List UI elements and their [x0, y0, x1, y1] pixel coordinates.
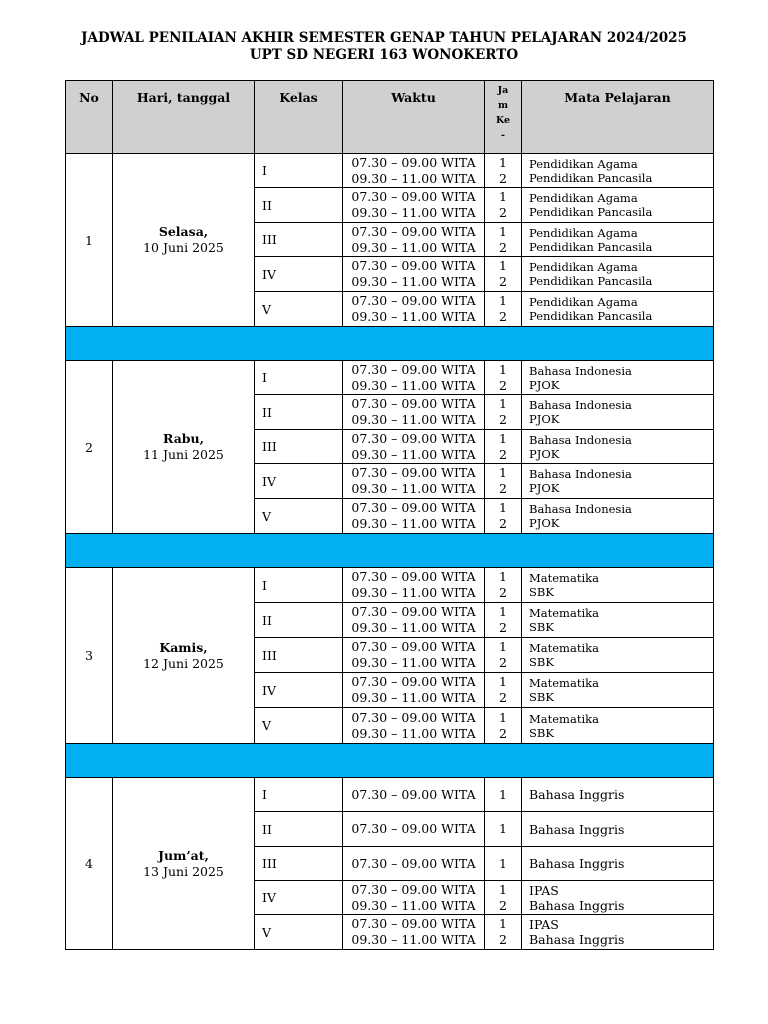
- mapel-line: Pendidikan Agama: [529, 260, 638, 274]
- day-name: Jum’at,: [158, 847, 209, 863]
- jam-line: 1: [499, 154, 507, 170]
- jam-line: 1: [499, 569, 507, 584]
- cell-kelas: IV: [255, 464, 343, 499]
- waktu-line: 09.30 – 11.00 WITA: [351, 481, 476, 496]
- cell-mata-pelajaran: [522, 223, 714, 257]
- waktu-line: 09.30 – 11.00 WITA: [351, 377, 476, 393]
- mapel-line: Bahasa Indonesia: [529, 398, 632, 412]
- cell-waktu: [343, 881, 485, 915]
- cell-mata-pelajaran: [522, 881, 714, 915]
- jam-line: 2: [499, 239, 507, 255]
- waktu-line: 07.30 – 09.00 WITA: [351, 258, 476, 273]
- cell-mata-pelajaran: [522, 188, 714, 223]
- header-mapel: Mata Pelajaran: [522, 81, 714, 154]
- cell-jam-ke: [485, 881, 522, 915]
- cell-jam-ke: [485, 464, 522, 499]
- waktu-line: 07.30 – 09.00 WITA: [351, 821, 476, 836]
- table-header-row: [66, 81, 714, 154]
- mapel-line: Matematika: [529, 676, 599, 690]
- waktu-line: 09.30 – 11.00 WITA: [351, 620, 476, 635]
- cell-waktu: [343, 847, 485, 881]
- mapel-line: PJOK: [529, 481, 560, 495]
- jam-line: 2: [499, 412, 507, 427]
- cell-waktu: [343, 464, 485, 499]
- day-separator-row: [66, 744, 714, 778]
- cell-kelas: IV: [255, 881, 343, 915]
- waktu-line: 07.30 – 09.00 WITA: [351, 674, 476, 689]
- cell-mata-pelajaran: [522, 673, 714, 708]
- jam-line: 1: [499, 258, 507, 273]
- mapel-line: PJOK: [529, 446, 560, 461]
- jam-line: 2: [499, 932, 507, 947]
- jam-line: 2: [499, 274, 507, 289]
- cell-mata-pelajaran: [522, 915, 714, 950]
- waktu-line: 07.30 – 09.00 WITA: [351, 396, 476, 411]
- cell-jam-ke: [485, 847, 522, 881]
- cell-waktu: [343, 812, 485, 847]
- cell-waktu: [343, 708, 485, 744]
- jam-line: 1: [499, 881, 507, 897]
- mapel-line: SBK: [529, 585, 554, 599]
- cell-kelas: III: [255, 430, 343, 464]
- waktu-line: 07.30 – 09.00 WITA: [351, 223, 476, 239]
- mapel-line: Bahasa Indonesia: [529, 432, 632, 447]
- jam-line: 1: [499, 223, 507, 239]
- cell-mata-pelajaran: [522, 257, 714, 292]
- schedule-table: [65, 80, 714, 950]
- cell-kelas: III: [255, 638, 343, 673]
- mapel-line: Pendidikan Pancasila: [529, 239, 653, 254]
- cell-kelas: II: [255, 395, 343, 430]
- waktu-line: 09.30 – 11.00 WITA: [351, 932, 476, 947]
- cell-jam-ke: [485, 812, 522, 847]
- waktu-line: 09.30 – 11.00 WITA: [351, 690, 476, 705]
- cell-mata-pelajaran: [522, 430, 714, 464]
- jam-line: 1: [499, 709, 507, 725]
- cell-mata-pelajaran: [522, 361, 714, 395]
- header-jam-part: -: [501, 130, 505, 141]
- mapel-line: SBK: [529, 655, 554, 669]
- mapel-line: Bahasa Inggris: [529, 856, 625, 871]
- waktu-line: 07.30 – 09.00 WITA: [351, 639, 476, 654]
- waktu-line: 09.30 – 11.00 WITA: [351, 170, 476, 186]
- cell-mata-pelajaran: [522, 395, 714, 430]
- jam-line: 1: [499, 674, 507, 689]
- cell-jam-ke: [485, 223, 522, 257]
- jam-line: 2: [499, 585, 507, 600]
- mapel-line: IPAS: [529, 882, 559, 898]
- waktu-line: 07.30 – 09.00 WITA: [351, 293, 476, 308]
- cell-kelas: IV: [255, 257, 343, 292]
- cell-kelas: II: [255, 812, 343, 847]
- cell-jam-ke: [485, 395, 522, 430]
- cell-waktu: [343, 568, 485, 603]
- day-separator-row: [66, 534, 714, 568]
- waktu-line: 09.30 – 11.00 WITA: [351, 274, 476, 289]
- waktu-line: 07.30 – 09.00 WITA: [351, 604, 476, 619]
- mapel-line: Pendidikan Pancasila: [529, 274, 653, 288]
- cell-kelas: I: [255, 154, 343, 188]
- cell-waktu: [343, 223, 485, 257]
- waktu-line: 09.30 – 11.00 WITA: [351, 725, 476, 741]
- cell-kelas: II: [255, 603, 343, 638]
- day-separator: [66, 534, 714, 568]
- waktu-line: 09.30 – 11.00 WITA: [351, 585, 476, 600]
- cell-jam-ke: [485, 778, 522, 812]
- mapel-line: Matematika: [529, 711, 599, 726]
- table-row: [66, 778, 714, 812]
- day-name: Kamis,: [159, 639, 208, 655]
- waktu-line: 09.30 – 11.00 WITA: [351, 897, 476, 913]
- mapel-line: PJOK: [529, 516, 560, 530]
- cell-kelas: III: [255, 847, 343, 881]
- mapel-line: PJOK: [529, 377, 560, 392]
- cell-waktu: [343, 673, 485, 708]
- jam-line: 2: [499, 170, 507, 186]
- waktu-line: 07.30 – 09.00 WITA: [351, 569, 476, 584]
- cell-hari-tanggal: [113, 778, 255, 950]
- waktu-line: 09.30 – 11.00 WITA: [351, 412, 476, 427]
- cell-mata-pelajaran: [522, 499, 714, 534]
- header-jam-part: Ke: [495, 115, 511, 126]
- cell-no: 2: [66, 361, 113, 534]
- jam-line: 1: [499, 916, 507, 931]
- jam-line: 1: [499, 189, 507, 204]
- jam-line: 2: [499, 725, 507, 741]
- cell-waktu: [343, 603, 485, 638]
- mapel-line: Bahasa Inggris: [529, 821, 625, 837]
- cell-no: 3: [66, 568, 113, 744]
- waktu-line: 07.30 – 09.00 WITA: [351, 855, 476, 871]
- mapel-line: PJOK: [529, 412, 560, 426]
- mapel-line: Pendidikan Pancasila: [529, 205, 653, 219]
- day-separator: [66, 327, 714, 361]
- cell-kelas: IV: [255, 673, 343, 708]
- mapel-line: Pendidikan Agama: [529, 295, 638, 309]
- mapel-line: SBK: [529, 620, 554, 634]
- jam-line: 1: [499, 396, 507, 411]
- cell-hari-tanggal: [113, 361, 255, 534]
- cell-mata-pelajaran: [522, 847, 714, 881]
- jam-line: 1: [499, 639, 507, 654]
- waktu-line: 07.30 – 09.00 WITA: [351, 189, 476, 204]
- jam-line: 1: [499, 293, 507, 308]
- cell-no: 4: [66, 778, 113, 950]
- cell-mata-pelajaran: [522, 603, 714, 638]
- cell-waktu: [343, 499, 485, 534]
- cell-kelas: II: [255, 188, 343, 223]
- header-jam: [485, 81, 522, 154]
- cell-kelas: I: [255, 361, 343, 395]
- jam-line: 2: [499, 205, 507, 220]
- mapel-line: Matematika: [529, 606, 599, 620]
- cell-waktu: [343, 915, 485, 950]
- mapel-line: Pendidikan Agama: [529, 225, 638, 240]
- waktu-line: 07.30 – 09.00 WITA: [351, 154, 476, 170]
- jam-line: 2: [499, 481, 507, 496]
- cell-kelas: I: [255, 778, 343, 812]
- mapel-line: Bahasa Inggris: [529, 787, 625, 802]
- waktu-line: 07.30 – 09.00 WITA: [351, 361, 476, 377]
- waktu-line: 07.30 – 09.00 WITA: [351, 465, 476, 480]
- waktu-line: 09.30 – 11.00 WITA: [351, 239, 476, 255]
- waktu-line: 09.30 – 11.00 WITA: [351, 205, 476, 220]
- cell-waktu: [343, 292, 485, 327]
- jam-line: 2: [499, 516, 507, 531]
- cell-mata-pelajaran: [522, 568, 714, 603]
- cell-mata-pelajaran: [522, 778, 714, 812]
- table-body: [66, 154, 714, 950]
- mapel-line: Matematika: [529, 641, 599, 655]
- jam-line: 1: [499, 465, 507, 480]
- waktu-line: 09.30 – 11.00 WITA: [351, 516, 476, 531]
- cell-waktu: [343, 257, 485, 292]
- cell-jam-ke: [485, 673, 522, 708]
- cell-jam-ke: [485, 603, 522, 638]
- cell-kelas: V: [255, 915, 343, 950]
- mapel-line: Bahasa Indonesia: [529, 502, 632, 516]
- jam-line: 2: [499, 377, 507, 393]
- waktu-line: 07.30 – 09.00 WITA: [351, 430, 476, 446]
- mapel-line: Pendidikan Pancasila: [529, 309, 653, 323]
- header-jam-part: Ja: [497, 85, 509, 96]
- cell-waktu: [343, 778, 485, 812]
- table-row: [66, 568, 714, 603]
- mapel-line: IPAS: [529, 917, 559, 932]
- cell-kelas: III: [255, 223, 343, 257]
- cell-waktu: [343, 395, 485, 430]
- header-waktu: Waktu: [343, 81, 485, 154]
- jam-line: 1: [499, 604, 507, 619]
- cell-mata-pelajaran: [522, 638, 714, 673]
- jam-line: 2: [499, 446, 507, 462]
- waktu-line: 07.30 – 09.00 WITA: [351, 881, 476, 897]
- mapel-line: Pendidikan Agama: [529, 191, 638, 205]
- cell-waktu: [343, 638, 485, 673]
- document-subtitle: UPT SD NEGERI 163 WONOKERTO: [249, 47, 519, 63]
- mapel-line: Pendidikan Pancasila: [529, 170, 653, 185]
- table-row: [66, 154, 714, 188]
- day-name: Selasa,: [158, 224, 209, 239]
- waktu-line: 07.30 – 09.00 WITA: [351, 786, 476, 802]
- cell-mata-pelajaran: [522, 464, 714, 499]
- waktu-line: 07.30 – 09.00 WITA: [351, 500, 476, 515]
- header-kelas: Kelas: [255, 81, 343, 154]
- day-date: 10 Juni 2025: [143, 240, 224, 255]
- cell-mata-pelajaran: [522, 154, 714, 188]
- header-no: No: [66, 81, 113, 154]
- mapel-line: Pendidikan Agama: [529, 156, 638, 171]
- cell-kelas: V: [255, 708, 343, 744]
- cell-no: 1: [66, 154, 113, 327]
- cell-jam-ke: [485, 188, 522, 223]
- waktu-line: 09.30 – 11.00 WITA: [351, 309, 476, 324]
- cell-jam-ke: [485, 430, 522, 464]
- cell-jam-ke: [485, 257, 522, 292]
- cell-jam-ke: [485, 361, 522, 395]
- header-hari: Hari, tanggal: [113, 81, 255, 154]
- document-title: JADWAL PENILAIAN AKHIR SEMESTER GENAP TAHUN PELAJARAN 2024/2025: [81, 30, 687, 46]
- mapel-line: Matematika: [529, 571, 599, 585]
- waktu-line: 07.30 – 09.00 WITA: [351, 916, 476, 931]
- jam-line: 1: [499, 361, 507, 377]
- cell-waktu: [343, 188, 485, 223]
- cell-mata-pelajaran: [522, 708, 714, 744]
- jam-line: 2: [499, 620, 507, 635]
- cell-jam-ke: [485, 708, 522, 744]
- jam-line: 1: [499, 786, 507, 802]
- waktu-line: 09.30 – 11.00 WITA: [351, 446, 476, 462]
- mapel-line: SBK: [529, 690, 554, 704]
- jam-line: 1: [499, 855, 507, 871]
- header-jam-part: m: [497, 100, 509, 111]
- mapel-line: Bahasa Inggris: [529, 897, 625, 913]
- waktu-line: 07.30 – 09.00 WITA: [351, 709, 476, 725]
- day-date: 11 Juni 2025: [143, 447, 224, 462]
- cell-hari-tanggal: [113, 568, 255, 744]
- day-separator: [66, 744, 714, 778]
- jam-line: 1: [499, 500, 507, 515]
- mapel-line: Bahasa Inggris: [529, 932, 625, 947]
- cell-kelas: V: [255, 499, 343, 534]
- mapel-line: Bahasa Indonesia: [529, 467, 632, 481]
- cell-jam-ke: [485, 499, 522, 534]
- cell-mata-pelajaran: [522, 812, 714, 847]
- cell-jam-ke: [485, 292, 522, 327]
- jam-line: 1: [499, 430, 507, 446]
- waktu-line: 09.30 – 11.00 WITA: [351, 655, 476, 670]
- cell-hari-tanggal: [113, 154, 255, 327]
- jam-line: 2: [499, 690, 507, 705]
- mapel-line: SBK: [529, 725, 554, 740]
- jam-line: 1: [499, 821, 507, 836]
- day-date: 13 Juni 2025: [143, 863, 224, 879]
- cell-waktu: [343, 430, 485, 464]
- cell-waktu: [343, 361, 485, 395]
- jam-line: 2: [499, 309, 507, 324]
- day-name: Rabu,: [163, 431, 204, 446]
- cell-mata-pelajaran: [522, 292, 714, 327]
- jam-line: 2: [499, 655, 507, 670]
- jam-line: 2: [499, 897, 507, 913]
- table-row: [66, 361, 714, 395]
- cell-waktu: [343, 154, 485, 188]
- cell-kelas: I: [255, 568, 343, 603]
- day-separator-row: [66, 327, 714, 361]
- cell-jam-ke: [485, 915, 522, 950]
- cell-jam-ke: [485, 154, 522, 188]
- mapel-line: Bahasa Indonesia: [529, 363, 632, 378]
- cell-jam-ke: [485, 568, 522, 603]
- cell-jam-ke: [485, 638, 522, 673]
- day-date: 12 Juni 2025: [143, 655, 224, 671]
- cell-kelas: V: [255, 292, 343, 327]
